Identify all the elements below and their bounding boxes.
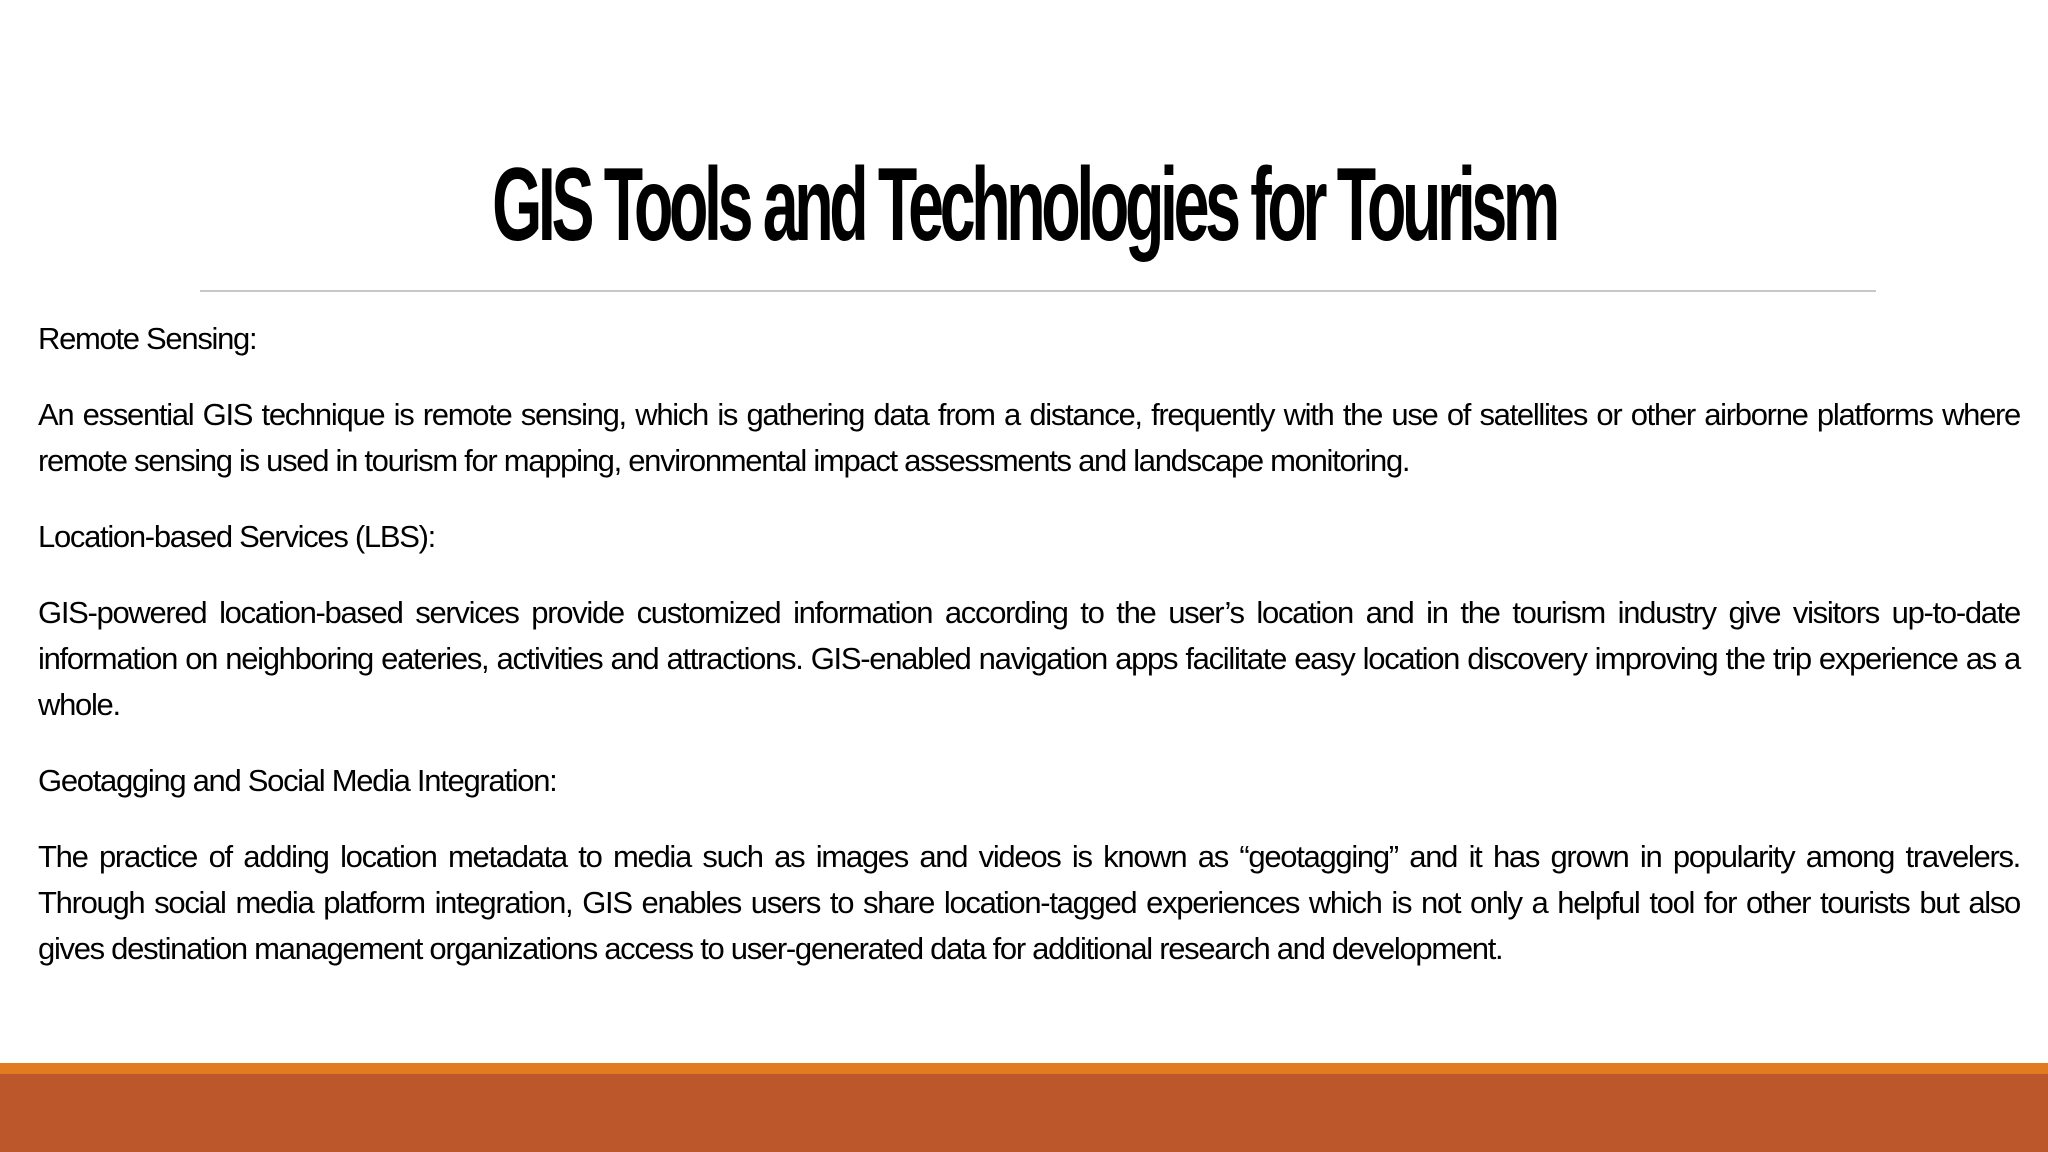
slide-title: GIS Tools and Technologies for Tourism (492, 147, 1556, 263)
footer-accent-stripe (0, 1063, 2048, 1074)
section-heading-remote-sensing: Remote Sensing: (38, 321, 257, 356)
section-body-geotagging: The practice of adding location metadata to media such as images and videos is known as “geotagging” and it has grown in popularity among travelers. Through social media platform integration, GIS enables users to share location-tagged experiences which is not only a helpful tool for other tourists but also gives destination management organizations access to user-generated data for additional research and development. (38, 839, 2020, 966)
section-body-remote-sensing: An essential GIS technique is remote sensing, which is gathering data from a distance, frequently with the use of satellites or other airborne platforms where remote sensing is used in tourism for mapping, environmental impact assessments and landscape monitoring. (38, 397, 2020, 478)
footer-bar (0, 1074, 2048, 1152)
section-heading-lbs: Location-based Services (LBS): (38, 519, 435, 554)
title-divider (200, 290, 1876, 292)
slide-content (38, 316, 2020, 1002)
section-heading-geotagging: Geotagging and Social Media Integration: (38, 763, 557, 798)
section-body-lbs: GIS-powered location-based services provide customized information according to the user’s location and in the tourism industry give visitors up-to-date information on neighboring eateries, activities and attractions. GIS-enabled navigation apps facilitate easy location discovery improving the trip experience as a whole. (38, 595, 2020, 722)
